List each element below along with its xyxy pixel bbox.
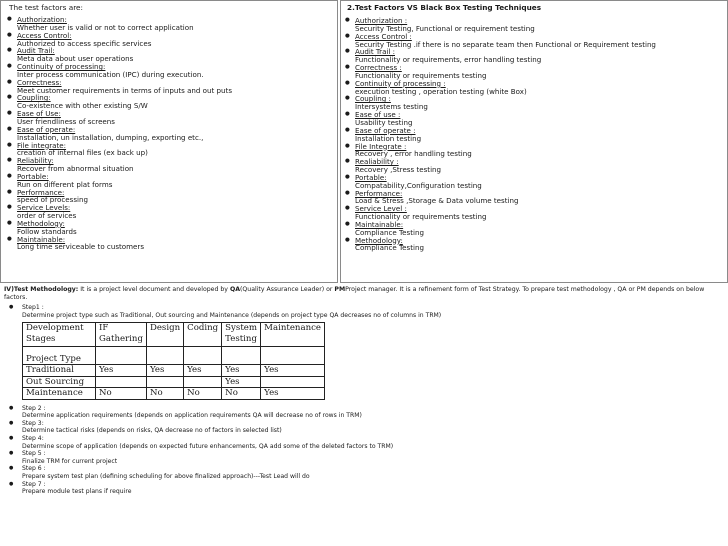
trm-cell: Yes [261,365,325,377]
step-item [22,435,728,450]
factor-item [17,63,337,79]
factor-desc: Recovery , error handling testing [355,149,472,159]
step-item [22,420,728,435]
factor-name: ● Methodology: [355,235,403,245]
factor-name: ● Maintainable: [17,234,66,244]
factor-item [355,64,727,80]
factor-name: ● Authorization: [17,15,67,24]
factor-item [355,48,727,64]
trm-header-cell: Coding [184,323,222,347]
factor-item [355,237,727,253]
trm-cell [146,347,183,365]
trm-cell: Yes [261,388,325,400]
steps-list [0,304,728,496]
trm-cell: Maintenance [23,388,96,400]
factor-desc: Recover from abnormal situation [17,164,134,174]
factor-item [17,94,337,110]
factor-item [355,33,727,49]
factor-desc: Run on different plat forms [17,179,113,189]
step-desc: Determine application requirements (depends on application requirements QA will decrease no of rows in TRM) [22,412,362,420]
trm-table [22,322,325,400]
factor-name: ● Reliability: [17,156,54,166]
factor-desc: Inter process communication (IPC) during execution. [17,69,204,79]
factor-name: ● Realiability : [355,157,399,167]
bbt-techniques-panel [340,0,728,283]
trm-cell: No [96,388,147,400]
factor-name: ● Correctness : [355,63,402,73]
intro-text-c: Project manager. It is a refinement form of Test Strategy. To prepare test methodology , QA or PM depends on below factors. [4,286,705,301]
factor-desc: Authorized to access specific services [17,38,152,48]
trm-cell [96,347,147,365]
factor-desc: order of services [17,211,77,221]
factor-item [355,143,727,159]
factor-desc: Meta data about user operations [17,54,134,64]
test-factors-list [1,16,337,251]
trm-cell [184,347,222,365]
step-label: ● Step 7 : [22,480,46,488]
factor-item [17,189,337,205]
factor-item [17,142,337,158]
factor-name: ● Audit Trail : [355,47,395,57]
factor-desc: Compliance Testing [355,243,424,253]
step-label: ● Step1 : [22,304,44,311]
factor-item [355,221,727,237]
factor-desc: Installation testing [355,133,422,143]
factor-item [355,127,727,143]
trm-cell [96,376,147,388]
factor-item [355,205,727,221]
intro-qa: QA [229,286,240,293]
factor-name: ● Access Control : [355,31,412,41]
factor-name: ● Coupling : [355,94,391,104]
bbt-techniques-list [341,17,727,252]
factor-name: ● Ease of use : [355,110,401,120]
trm-row [23,365,325,377]
trm-cell: No [222,388,261,400]
factor-item [355,95,727,111]
step-desc: Determine tactical risks (depends on risks, QA decrease no of factors in selected list) [22,427,282,435]
factor-item [17,79,337,95]
step-item [22,450,728,465]
step-desc: Prepare system test plan (defining scheduling for above finalized approach)---Test Lead will do [22,473,310,481]
factor-name: ● Maintainable: [355,219,404,229]
factor-item [355,111,727,127]
trm-row [23,376,325,388]
factor-name: ● File integrate: [17,140,67,150]
trm-ptype-row [23,347,325,365]
factor-item [17,47,337,63]
trm-header-cell: Maintenance [261,323,325,347]
step-item [22,304,728,400]
methodology-heading: IV)Test Methodology: [4,286,79,293]
factor-desc: Functionality or requirements testing [355,70,487,80]
factor-name: ● Coupling: [17,93,51,103]
factor-item [17,16,337,32]
test-methodology-section [0,284,728,546]
factor-desc: Recovery ,Stress testing [355,165,442,175]
factor-item [17,204,337,220]
factor-desc: User friendliness of screens [17,116,115,126]
factor-desc: Security Testing, Functional or requirement testing [355,23,535,33]
factor-name: ● Portable: [355,172,387,182]
step-desc: Prepare module test plans if require [22,488,132,496]
trm-header-row [23,323,325,347]
factor-name: ● Service Level : [355,204,407,214]
factor-name: ● Correctness: [17,77,62,87]
trm-cell [146,376,183,388]
step-item [22,465,728,480]
factor-desc: Intersystems testing [355,102,428,112]
test-factors-panel [0,0,338,283]
step-label: ● Step 4: [22,435,44,443]
factor-item [17,173,337,189]
factor-desc: Load & Stress ,Storage & Data volume testing [355,196,519,206]
methodology-intro [0,284,728,302]
factor-name: ● Access Control: [17,30,72,40]
factor-name: ● Performance: [355,188,403,198]
factor-desc: Functionality or requirements testing [355,212,487,222]
factor-desc: execution testing , operation testing (white Box) [355,86,527,96]
trm-cell: No [184,388,222,400]
factor-item [355,158,727,174]
factor-desc: Long time serviceable to customers [17,242,145,252]
factor-name: ● Ease of operate: [17,124,76,134]
factor-desc: Co-existence with other existing S/W [17,101,148,111]
factor-name: ● Ease of Use: [17,109,61,119]
factor-name: ● Continuity of processing: [17,62,106,72]
step-desc: Determine project type such as Traditional, Out sourcing and Maintenance (depends on project type QA decreases no of columns in TRM) [22,311,442,319]
trm-cell: Yes [96,365,147,377]
factor-name: ● File Integrate : [355,141,407,151]
bbt-techniques-title: 2.Test Factors VS Black Box Testing Techniques [347,3,542,12]
factor-desc: speed of processing [17,195,89,205]
trm-cell [261,347,325,365]
factor-desc: Security Testing .if there is no separate team then Functional or Requirement testing [355,39,656,49]
trm-header-cell: IF Gathering [96,323,147,347]
step-item [22,481,728,496]
factor-item [17,220,337,236]
factor-desc: Installation, un installation, dumping, exporting etc., [17,132,204,142]
step-label: ● Step 5 : [22,450,46,458]
factor-item [17,157,337,173]
step-label: ● Step 6 : [22,465,46,473]
factor-item [17,110,337,126]
factor-name: ● Service Levels: [17,203,71,213]
factor-item [355,80,727,96]
step-label: ● Step 3: [22,419,44,427]
trm-cell: Yes [222,376,261,388]
test-factors-title: The test factors are: [9,3,83,12]
factor-name: ● Authorization : [355,16,408,25]
factor-item [17,32,337,48]
factor-name: ● Audit Trail: [17,46,55,56]
factor-desc: Whether user is valid or not to correct application [17,22,194,32]
factor-desc: Follow standards [17,226,77,236]
factor-name: ● Portable: [17,171,49,181]
intro-text-a: It is a project level document and developed by [78,286,230,293]
trm-header-cell: Development Stages [23,323,96,347]
trm-header-cell: Design [146,323,183,347]
factor-desc: Usability testing [355,117,413,127]
trm-cell: Yes [222,365,261,377]
step-label: ● Step 2 : [22,404,46,412]
trm-cell [184,376,222,388]
step-item [22,405,728,420]
trm-cell: Yes [146,365,183,377]
factor-item [355,174,727,190]
factor-desc: Meet customer requirements in terms of inputs and out puts [17,85,233,95]
trm-cell [222,347,261,365]
factor-name: ● Performance: [17,187,65,197]
factor-desc: Compliance Testing [355,227,424,237]
trm-project-type-label: Project Type [23,347,96,365]
trm-cell [261,376,325,388]
trm-cell: Out Sourcing [23,376,96,388]
factor-desc: Functionality or requirements, error handling testing [355,55,542,65]
trm-row [23,388,325,400]
intro-pm: PM [334,286,346,293]
step-desc: Finalize TRM for current project [22,457,118,465]
intro-text-b: (Quality Assurance Leader) or [240,286,335,293]
factor-item [355,190,727,206]
step-desc: Determine scope of application (depends on expected future enhancements, QA add some of the deleted factors to TRM) [22,442,394,450]
factor-name: ● Continuity of processing : [355,78,446,88]
factor-desc: Compatability,Configuration testing [355,180,482,190]
trm-cell: No [146,388,183,400]
trm-header-cell: System Testing [222,323,261,347]
factor-name: ● Methodology: [17,218,65,228]
factor-item [17,126,337,142]
factor-item [355,17,727,33]
factor-item [17,236,337,252]
factor-name: ● Ease of operate : [355,125,416,135]
trm-cell: Traditional [23,365,96,377]
trm-cell: Yes [184,365,222,377]
factor-desc: creation of internal files (ex back up) [17,148,148,158]
